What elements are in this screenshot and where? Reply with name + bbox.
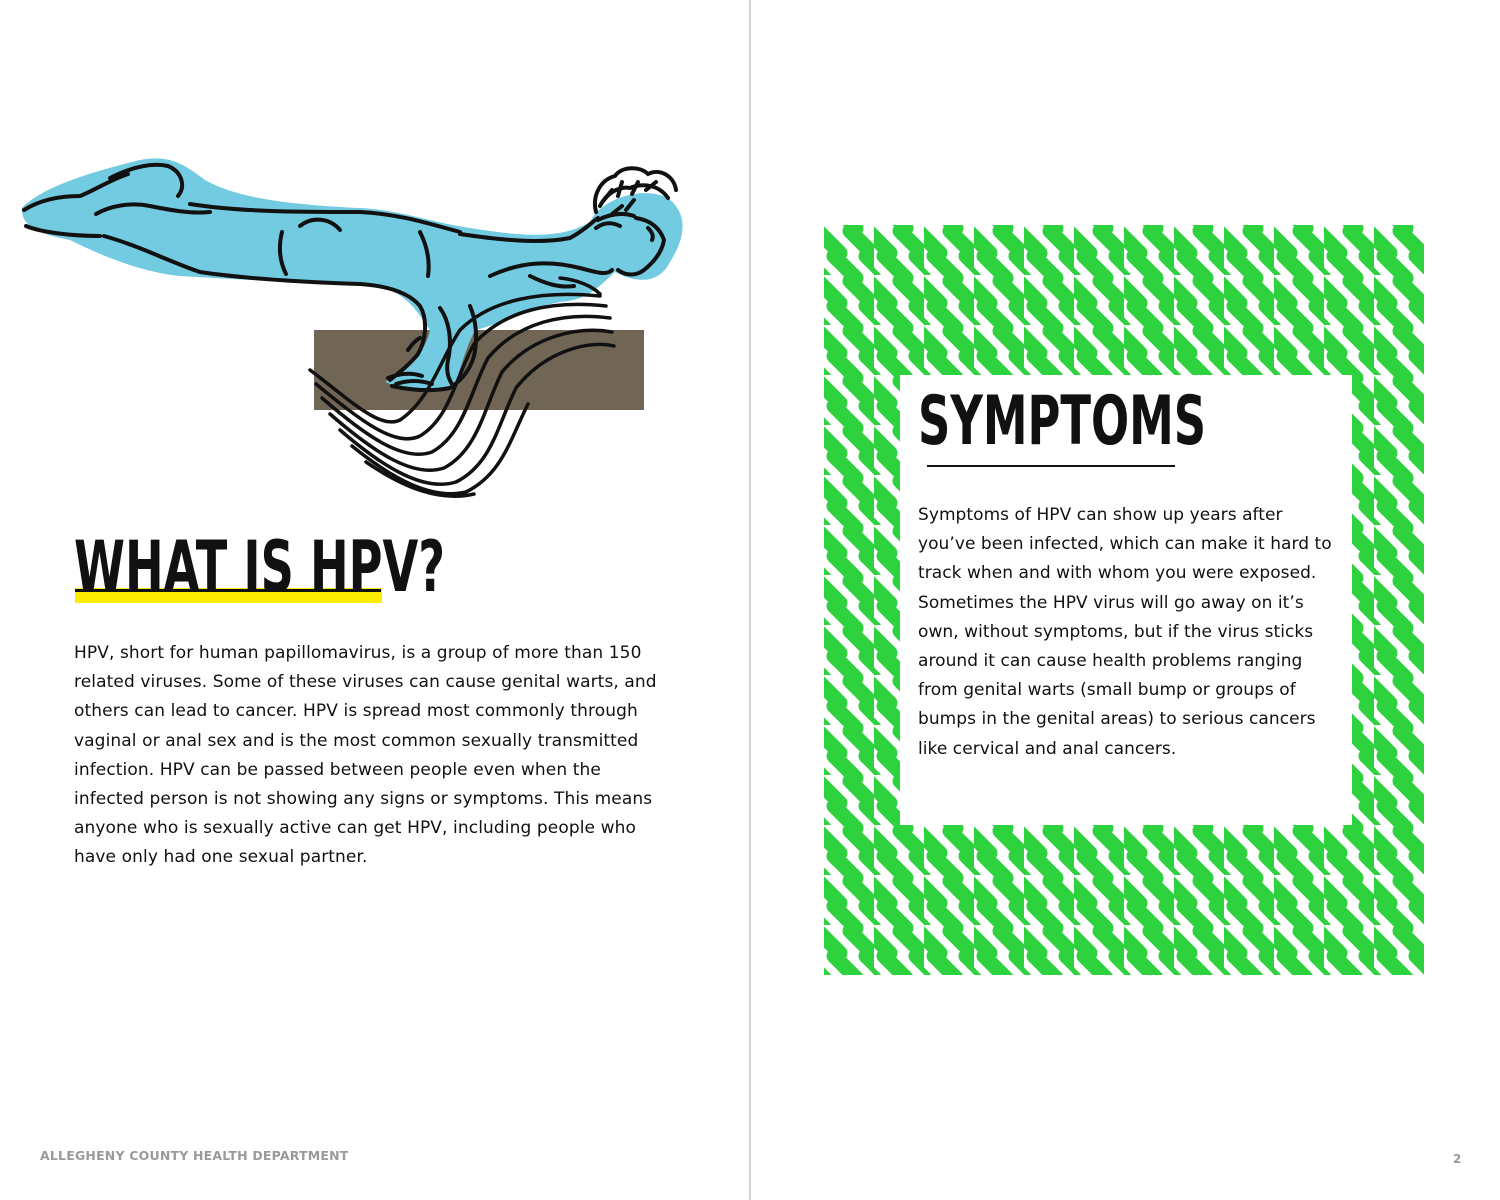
what-is-hpv-heading: WHAT IS HPV? — [74, 526, 446, 608]
footer-organization: ALLEGHENY COUNTY HEALTH DEPARTMENT — [40, 1148, 349, 1163]
what-is-hpv-body: HPV, short for human papillomavirus, is a group of more than 150 related viruses. Some of these viruses can cause genital warts, and others can lead to cancer. HPV is spread most commonly through vaginal or anal sex and is the most common sexually transmitted infection. HPV can be passed between people even when the infected person is not showing any signs or symptoms. This means anyone who is sexually active can get HPV, including people who have only had one sexual partner. — [74, 643, 657, 868]
symptoms-body: Symptoms of HPV can show up years after you’ve been infected, which can make it hard to track when and with whom you were exposed. Sometimes the HPV virus will go away on it’s own, without symptoms, but if the virus sticks around it can cause health problems ranging from genital warts (small bump or groups of bumps in the genital areas) to serious cancers like cervical and anal cancers. — [918, 505, 1332, 759]
brown-block — [314, 330, 644, 410]
page-fold-divider — [749, 0, 751, 1200]
person-planking-illustration — [0, 140, 700, 510]
symptoms-heading: SYMPTOMS — [918, 382, 1207, 461]
page-number: 2 — [1453, 1152, 1462, 1166]
symptoms-heading-underline — [927, 465, 1175, 467]
